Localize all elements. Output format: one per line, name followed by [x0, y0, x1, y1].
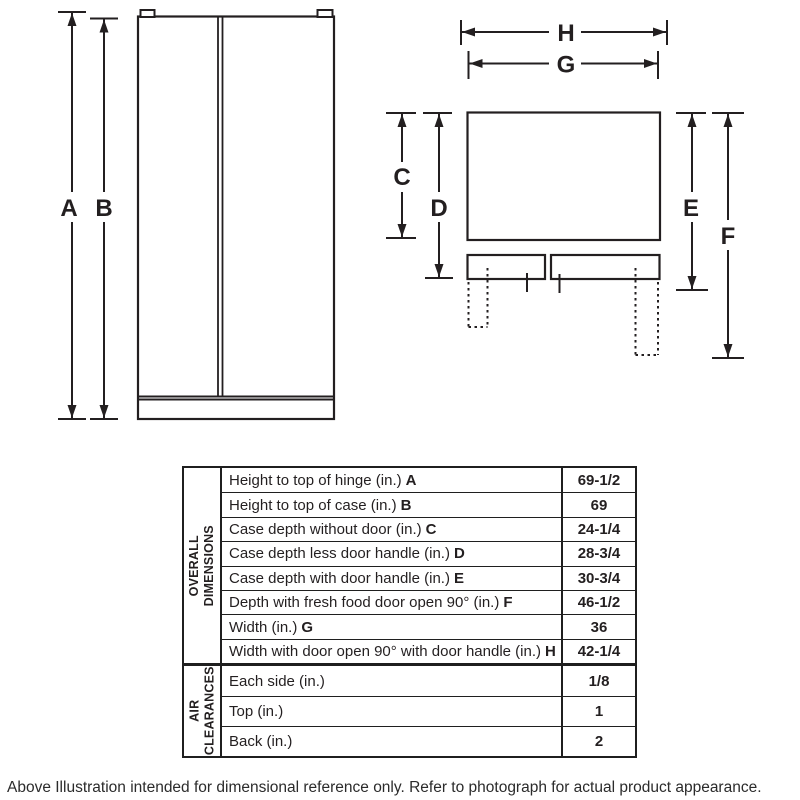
dimension-arrow-h [461, 20, 667, 47]
row-label-text: Height to top of hinge (in.) [229, 471, 402, 489]
row-key-letter: B [400, 496, 412, 514]
overall-dimensions-section [184, 468, 635, 663]
dimension-label-h: H [557, 20, 575, 47]
row-key-letter: G [301, 618, 314, 636]
row-label-text: Top (in.) [229, 703, 284, 721]
dimension-label-g: G [556, 51, 576, 79]
right-door-top-outline [551, 255, 660, 279]
table-row-label [222, 541, 561, 565]
dimension-arrow-g [469, 51, 659, 79]
refrigerator-top-view [468, 113, 661, 356]
dimensions-table [182, 466, 637, 758]
table-row-value: 69-1/2 [561, 468, 635, 492]
air-header-line1: AIR [187, 700, 202, 723]
row-label-text: Width with door open 90° with door handle (in.) [229, 642, 542, 660]
dimension-label-a: A [60, 195, 78, 222]
table-row-value: 2 [561, 726, 635, 756]
table-row-label [222, 468, 561, 492]
row-key-letter: F [503, 594, 513, 612]
table-row-value: 30-3/4 [561, 566, 635, 590]
table-row-value: 1/8 [561, 666, 635, 696]
air-clearances-header [184, 666, 222, 756]
table-row-label [222, 726, 561, 756]
overall-dimensions-header [184, 468, 222, 663]
row-key-letter: H [545, 642, 556, 660]
table-row-value: 42-1/4 [561, 639, 635, 663]
dimension-arrow-c [386, 113, 416, 238]
dimension-label-b: B [95, 195, 113, 222]
row-label-text: Back (in.) [229, 733, 293, 751]
row-label-text: Case depth less door handle (in.) [229, 545, 450, 563]
air-header-line2: CLEARANCES [202, 666, 216, 756]
table-row-value: 1 [561, 696, 635, 726]
row-key-letter: D [453, 545, 465, 563]
table-row-label [222, 639, 561, 663]
row-label-text: Case depth with door handle (in.) [229, 569, 450, 587]
row-key-letter: C [425, 520, 437, 538]
row-key-letter: A [405, 471, 417, 489]
row-label-text: Depth with fresh food door open 90° (in.) [229, 594, 500, 612]
table-row-label [222, 696, 561, 726]
dimension-label-f: F [720, 223, 736, 250]
table-row-label [222, 566, 561, 590]
dimension-label-c: C [393, 164, 411, 191]
fridge-body-outline [138, 17, 334, 420]
row-label-text: Width (in.) [229, 618, 298, 636]
air-clearances-section [184, 663, 635, 756]
fridge-left-hinge [141, 10, 155, 17]
fridge-right-hinge [318, 10, 333, 17]
case-top-outline [468, 113, 661, 241]
dimension-arrow-a [58, 12, 86, 419]
table-row-label [222, 517, 561, 541]
overall-header-line1: OVERALL [187, 535, 202, 597]
row-label-text: Case depth without door (in.) [229, 520, 422, 538]
dimension-label-e: E [682, 195, 700, 222]
table-row-label [222, 492, 561, 516]
refrigerator-front-view [138, 10, 334, 419]
table-row-label [222, 666, 561, 696]
dimension-label-d: D [430, 195, 448, 222]
right-handle-dashed-outline [636, 268, 659, 355]
table-row-label [222, 590, 561, 614]
dimension-arrow-e [676, 113, 708, 290]
left-door-top-outline [468, 255, 546, 279]
row-key-letter: E [453, 569, 464, 587]
dimension-arrow-b [90, 19, 118, 420]
table-row-value: 69 [561, 492, 635, 516]
row-label-text: Height to top of case (in.) [229, 496, 397, 514]
reference-note: Above Illustration intended for dimensional reference only. Refer to photograph for actual product appearance. [7, 779, 762, 796]
table-row-value: 28-3/4 [561, 541, 635, 565]
table-row-value: 46-1/2 [561, 590, 635, 614]
row-label-text: Each side (in.) [229, 672, 325, 690]
table-row-value: 24-1/4 [561, 517, 635, 541]
dimension-arrow-d [423, 113, 453, 278]
table-row-label [222, 614, 561, 638]
dimension-arrow-f [712, 113, 744, 358]
table-row-value: 36 [561, 614, 635, 638]
overall-header-line2: DIMENSIONS [202, 524, 216, 607]
